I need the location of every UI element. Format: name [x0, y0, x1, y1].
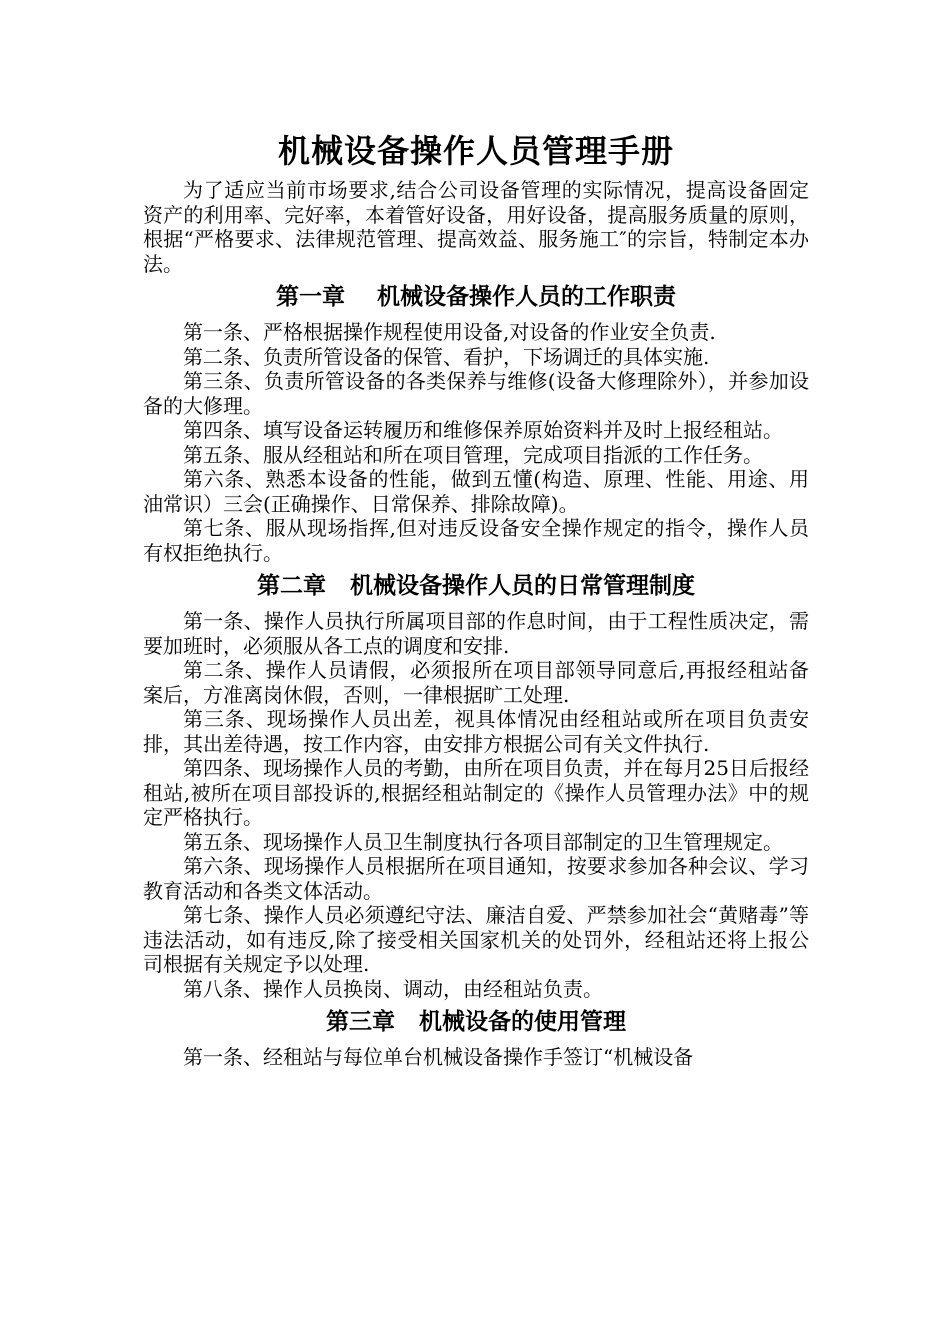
article: 第三条、现场操作人员出差，视具体情况由经租站或所在项目负责安排，其出差待遇，按工作内容，由安排方根据公司有关文件执行. [143, 707, 809, 756]
article: 第一条、操作人员执行所属项目部的作息时间，由于工程性质决定，需要加班时，必须服从各工点的调度和安排. [143, 609, 809, 658]
article: 第七条、操作人员必须遵纪守法、廉洁自爱、严禁参加社会“黄赌毒”等违法活动，如有违反,除了接受相关国家机关的处罚外，经租站还将上报公司根据有关规定予以处理. [143, 903, 809, 976]
article: 第一条、严格根据操作规程使用设备,对设备的作业安全负责. [183, 320, 716, 344]
article: 第三条、负责所管设备的各类保养与维修(设备大修理除外），并参加设备的大修理。 [143, 369, 809, 418]
chapter-2 [143, 572, 809, 1001]
article: 第一条、经租站与每位单台机械设备操作手签订“机械设备 [183, 1045, 694, 1069]
article: 第二条、负责所管设备的保管、看护，下场调迁的具体实施. [183, 344, 710, 369]
article: 第五条、现场操作人员卫生制度执行各项目部制定的卫生管理规定。 [183, 829, 783, 854]
article: 第五条、服从经租站和所在项目管理，完成项目指派的工作任务。 [183, 442, 763, 467]
chapter-heading: 第一章 机械设备操作人员的工作职责 [275, 284, 677, 310]
chapter-heading: 第二章 机械设备操作人员的日常管理制度 [256, 573, 696, 599]
document-body [143, 130, 809, 1070]
article: 第二条、操作人员请假，必须报所在项目部领导同意后,再报经租站备案后，方准离岗休假，否则，一律根据旷工处理. [143, 658, 809, 707]
article: 第四条、填写设备运转履历和维修保养原始资料并及时上报经租站。 [183, 418, 783, 442]
chapter-3 [143, 1008, 809, 1070]
article: 第七条、服从现场指挥,但对违反设备安全操作规定的指令，操作人员有权拒绝执行。 [143, 516, 809, 565]
article: 第四条、现场操作人员的考勤，由所在项目负责，并在每月25日后报经租站,被所在项目部投诉的,根据经租站制定的《操作人员管理办法》中的规定严格执行。 [143, 756, 809, 829]
intro-paragraph: 为了适应当前市场要求,结合公司设备管理的实际情况，提高设备固定资产的利用率、完好率，本着管好设备，用好设备，提高服务质量的原则，根据“严格要求、法律规范管理、提高效益、服务施工″的宗旨，特制定本办法。 [143, 178, 809, 276]
chapter-1 [143, 283, 809, 565]
article: 第六条、现场操作人员根据所在项目通知，按要求参加各种会议、学习教育活动和各类文体活动。 [143, 854, 809, 903]
document-title: 机械设备操作人员管理手册 [277, 132, 674, 170]
article: 第八条、操作人员换岗、调动，由经租站负责。 [183, 976, 603, 1001]
chapter-heading: 第三章 机械设备的使用管理 [325, 1009, 627, 1035]
article: 第六条、熟悉本设备的性能，做到五懂(构造、原理、性能、用途、用油常识）三会(正确操作、日常保养、排除故障)。 [143, 467, 809, 516]
